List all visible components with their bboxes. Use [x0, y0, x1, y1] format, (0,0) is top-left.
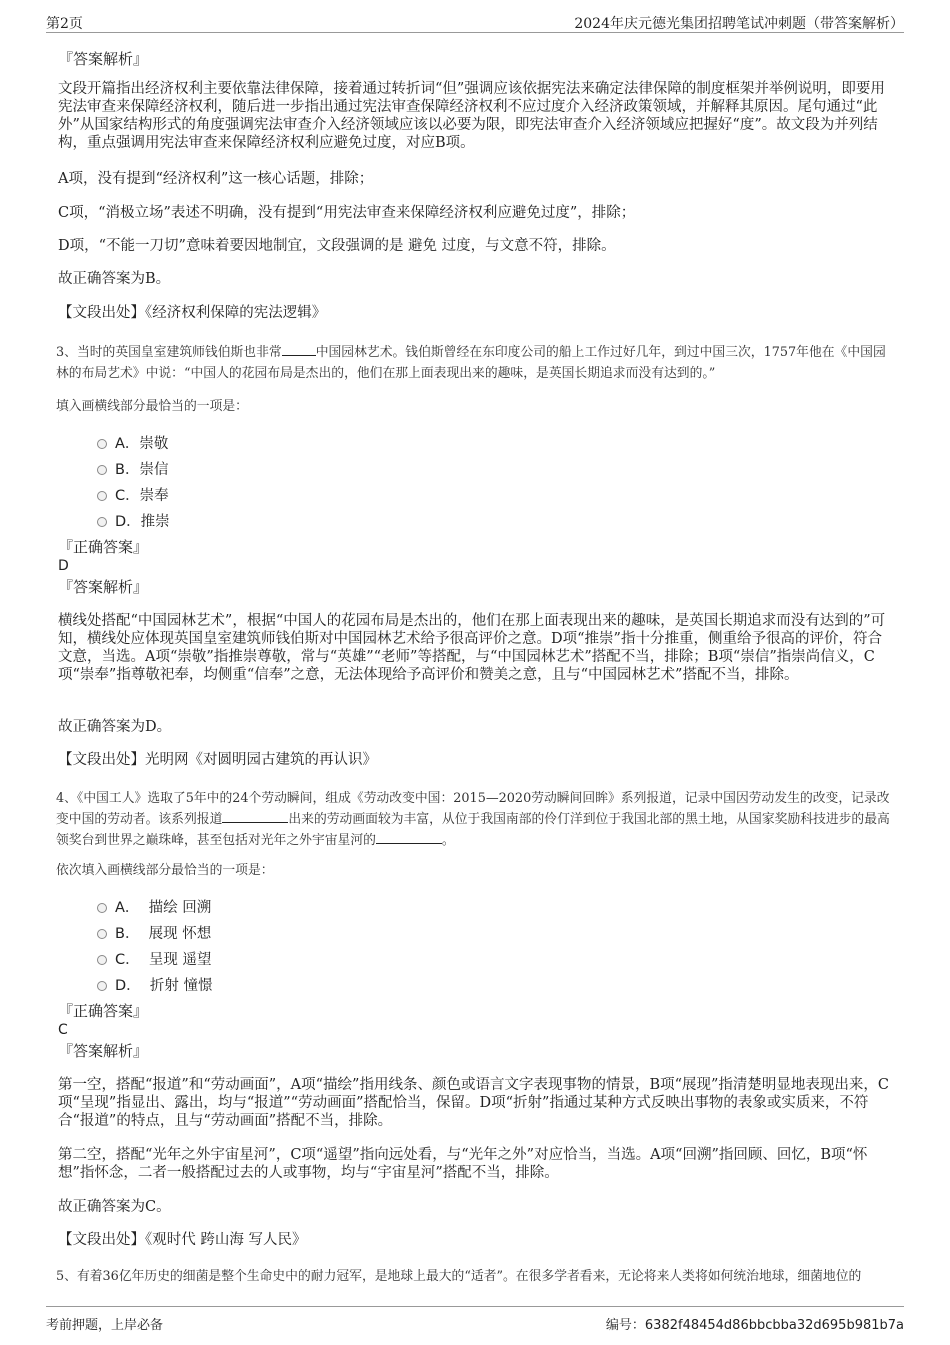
q4-correct-label: 『正确答案』 [58, 1002, 149, 1020]
q2-analysis-label: 『答案解析』 [58, 50, 149, 68]
q2-analysis: 文段开篇指出经济权利主要依靠法律保障，接着通过转折词“但”强调应该依据宪法来确定法律保障的制度框架并举例说明，即要用宪法审查来保障经济权利，随后进一步指出通过宪法审查保障经济权利不应过度介入经济政策领域，并解释其原因。尾句通过“此外”从国家结构形式的角度强调宪法审查介入经济领域应该以必要为限，即宪法审查介入经济领域应把握好“度”。故文段为并列结构，重点强调用宪法审查来保障经济权利应避免过度，对应B项。 [58, 81, 885, 151]
q4-blank-2 [376, 831, 442, 844]
radio-icon[interactable] [97, 981, 107, 991]
q4-analysis-first-blank: 第一空，搭配“报道”和“劳动画面”，A项“描绘”指用线条、颜色或语言文字表现事物的情景，B项“展现”指清楚明显地表现出来，C项“呈现”指显出、露出，均与“报道”“劳动画面”搭配恰当，保留。D项“折射”指通过某种方式反映出事物的表象或实质来，不符合“报道”的特点，且与“劳动画面”搭配不当，排除。 [58, 1077, 890, 1129]
q2-option-c-note: C项，“消极立场”表述不明确，没有提到“用宪法审查来保障经济权利应避免过度”，排除； [58, 205, 636, 221]
q3-conclusion: 故正确答案为D。 [58, 719, 172, 735]
q4-instruction: 依次填入画横线部分最恰当的一项是： [56, 863, 274, 878]
q3-analysis-label: 『答案解析』 [58, 578, 149, 596]
q4-option-d[interactable]: D． 折射 憧憬 [97, 974, 213, 994]
q3-stem-pre: 3、当时的英国皇室建筑师钱伯斯也非常 [56, 345, 282, 360]
radio-icon[interactable] [97, 465, 107, 475]
radio-icon[interactable] [97, 439, 107, 449]
q3-correct-label: 『正确答案』 [58, 538, 149, 556]
q5-stem: 5、有着36亿年历史的细菌是整个生命史中的耐力冠军，是地球上最大的“适者”。在很多学者看来，无论将来人类将如何统治地球，细菌地位的 [56, 1269, 862, 1284]
q4-option-b[interactable]: B． 展现 怀想 [97, 922, 211, 942]
q4-correct-answer: C [58, 1022, 68, 1038]
q4-analysis-label: 『答案解析』 [58, 1042, 149, 1060]
radio-icon[interactable] [97, 517, 107, 527]
q4-option-a[interactable]: A． 描绘 回溯 [97, 896, 211, 916]
radio-icon[interactable] [97, 929, 107, 939]
q3-source: 【文段出处】光明网《对圆明园古建筑的再认识》 [58, 752, 377, 768]
q2-conclusion: 故正确答案为B。 [58, 271, 171, 287]
q3-blank [282, 343, 316, 356]
radio-icon[interactable] [97, 955, 107, 965]
q4-analysis-second-blank: 第二空，搭配“光年之外宇宙星河”，C项“遥望”指向远处看，与“光年之外”对应恰当，当选。A项“回溯”指回顾、回忆，B项“怀想”指怀念，二者一般搭配过去的人或事物，均与“宇宙星河”搭配不当，排除。 [58, 1147, 868, 1181]
q4-option-c[interactable]: C． 呈现 遥望 [97, 948, 211, 968]
q2-option-a-note: A项，没有提到“经济权利”这一核心话题，排除； [58, 171, 374, 187]
q3-instruction: 填入画横线部分最恰当的一项是： [56, 399, 248, 414]
q4-stem: 4、《中国工人》选取了5年中的24个劳动瞬间，组成《劳动改变中国：2015—2020劳动瞬间回眸》系列报道，记录中国因劳动发生的改变，记录改变中国的劳动者。该系列报道 出来的劳动画面较为丰富，从位于我国南部的伶仃洋到位于我国北部的黑土地，从国家奖励科技进步的最高领奖台到世界之巅珠峰，甚至包括对光年之外宇宙星河的 。 [56, 791, 890, 848]
document-title: 2024年庆元德光集团招聘笔试冲刺题（带答案解析） [574, 16, 904, 32]
q4-source: 【文段出处】《观时代 跨山海 写人民》 [58, 1232, 307, 1248]
document-id: 编号：6382f48454d86bbcbba32d695b981b7a [605, 1318, 904, 1333]
q4-conclusion: 故正确答案为C。 [58, 1199, 171, 1215]
q3-analysis: 横线处搭配“中国园林艺术”，根据“中国人的花园布局是杰出的，他们在那上面表现出来的趣味，是英国长期追求而没有达到的”可知，横线处应体现英国皇室建筑师钱伯斯对中国园林艺术给予很高评价之意。D项“推崇”指十分推重，侧重给予很高的评价，符合文意，当选。A项“崇敬”指推崇尊敬，常与“英雄”“老师”等搭配，与“中国园林艺术”搭配不当，排除；B项“崇信”指崇尚信义，C项“崇奉”指尊敬祀奉，均侧重“信奉”之意，无法体现给予高评价和赞美之意，且与“中国园林艺术”搭配不当，排除。 [58, 613, 886, 683]
page-header [46, 10, 904, 33]
radio-icon[interactable] [97, 491, 107, 501]
radio-icon[interactable] [97, 903, 107, 913]
page-footer [46, 1306, 904, 1333]
q3-stem [56, 342, 898, 384]
footer-slogan: 考前押题，上岸必备 [46, 1318, 164, 1333]
q3-correct-answer: D [58, 558, 69, 574]
q2-option-d-note: D项，“不能一刀切”意味着要因地制宜，文段强调的是 避免 过度，与文意不符，排除。 [58, 238, 616, 254]
page-number: 第2页 [46, 16, 83, 32]
q3-option-c[interactable]: C．崇奉 [97, 484, 169, 504]
q3-option-b[interactable]: B．崇信 [97, 458, 168, 478]
q3-option-a[interactable]: A．崇敬 [97, 432, 168, 452]
q2-source: 【文段出处】《经济权利保障的宪法逻辑》 [58, 305, 327, 321]
q3-stem-post: 中国园林艺术。钱伯斯曾经在东印度公司的船上工作过好几年，到过中国三次，1757年他在《中国园林的布局艺术》中说：“中国人的花园布局是杰出的，他们在那上面表现出来的趣味，是英国长期追求而没有达到的。” [56, 345, 886, 381]
q4-blank-1 [222, 810, 288, 823]
q3-option-d[interactable]: D．推崇 [97, 510, 170, 530]
